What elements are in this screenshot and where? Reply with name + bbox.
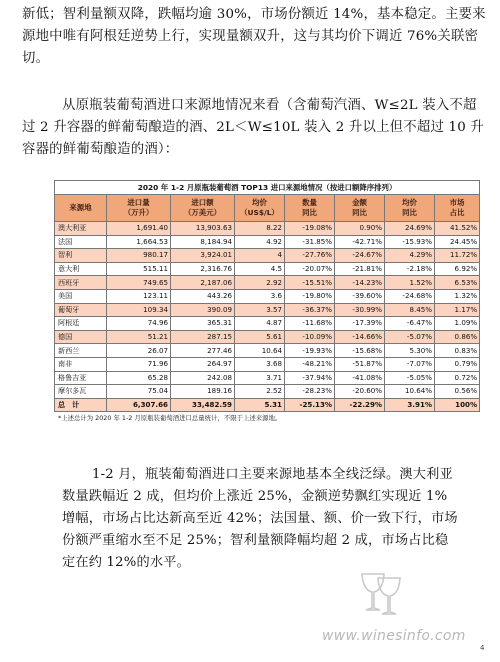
table-cell-value: 24.69% bbox=[385, 222, 435, 236]
table-cell-value: 8.22 bbox=[235, 222, 285, 236]
table-footnote: *上述总计为 2020 年 1-2 月原瓶装葡萄酒进口总量统计，不限于上述来源地。 bbox=[58, 414, 282, 423]
table-cell-value: 3.68 bbox=[235, 357, 285, 371]
table-cell-origin: 新西兰 bbox=[55, 344, 107, 358]
table-row bbox=[55, 317, 480, 331]
table-cell-value: -36.37% bbox=[285, 303, 335, 317]
table-cell-value: -15.68% bbox=[335, 344, 385, 358]
table-row bbox=[55, 289, 480, 303]
table-cell-value: 0.83% bbox=[435, 344, 480, 358]
table-total-label: 总 计 bbox=[55, 398, 107, 412]
table-cell-value: 4.29% bbox=[385, 249, 435, 263]
table-cell-value: -24.67% bbox=[335, 249, 385, 263]
table-cell-value: 3.6 bbox=[235, 289, 285, 303]
table-cell-value: 4.92 bbox=[235, 235, 285, 249]
paragraph-intro: 新低；智利量额双降，跌幅均逾 30%，市场份额近 14%，基本稳定。主要来源地中唯有阿根廷逆势上行，实现量额双升，这与其均价下调近 76%关联密切。 bbox=[22, 7, 486, 66]
table-cell-value: 8.45% bbox=[385, 303, 435, 317]
import-table-section bbox=[54, 180, 479, 422]
table-header-cell: 均价 同比 bbox=[385, 195, 435, 222]
table-row bbox=[55, 330, 480, 344]
table-cell-origin: 美国 bbox=[55, 289, 107, 303]
table-caption: 2020 年 1-2 月原瓶装葡萄酒 TOP13 进口来源地情况（按进口额降序排列） bbox=[55, 181, 480, 195]
table-cell-value: 8,184.94 bbox=[171, 235, 235, 249]
table-cell-value: 4 bbox=[235, 249, 285, 263]
table-cell-value: 0.56% bbox=[435, 385, 480, 399]
table-cell-value: 65.28 bbox=[107, 371, 171, 385]
table-cell-value: 123.11 bbox=[107, 289, 171, 303]
import-table bbox=[54, 180, 480, 412]
table-cell-value: -19.08% bbox=[285, 222, 335, 236]
table-cell-value: -10.09% bbox=[285, 330, 335, 344]
table-header-cell: 均价 （US$/L） bbox=[235, 195, 285, 222]
table-cell-value: -6.47% bbox=[385, 317, 435, 331]
table-cell-value: 0.90% bbox=[335, 222, 385, 236]
table-cell-value: 24.45% bbox=[435, 235, 480, 249]
table-cell-value: -48.21% bbox=[285, 357, 335, 371]
table-cell-value: -2.18% bbox=[385, 262, 435, 276]
table-cell-value: 3.71 bbox=[235, 371, 285, 385]
table-row bbox=[55, 276, 480, 290]
table-cell-value: -37.94% bbox=[285, 371, 335, 385]
table-cell-value: -39.60% bbox=[335, 289, 385, 303]
table-cell-value: 10.64 bbox=[235, 344, 285, 358]
table-cell-origin: 智利 bbox=[55, 249, 107, 263]
table-cell-value: 13,903.63 bbox=[171, 222, 235, 236]
table-cell-value: 6.53% bbox=[435, 276, 480, 290]
table-cell-value: -19.93% bbox=[285, 344, 335, 358]
table-cell-value: 4.5 bbox=[235, 262, 285, 276]
table-cell-value: -24.68% bbox=[385, 289, 435, 303]
table-cell-value: 749.65 bbox=[107, 276, 171, 290]
table-cell-value: 1,664.53 bbox=[107, 235, 171, 249]
table-header-row bbox=[55, 195, 480, 222]
table-cell-origin: 摩尔多瓦 bbox=[55, 385, 107, 399]
table-cell-value: 1,691.40 bbox=[107, 222, 171, 236]
table-row bbox=[55, 262, 480, 276]
table-cell-value: -20.60% bbox=[335, 385, 385, 399]
table-cell-value: 6.92% bbox=[435, 262, 480, 276]
table-cell-value: 75.04 bbox=[107, 385, 171, 399]
table-row bbox=[55, 249, 480, 263]
table-total-value: 3.91% bbox=[385, 398, 435, 412]
table-cell-value: -7.07% bbox=[385, 357, 435, 371]
table-cell-value: -42.71% bbox=[335, 235, 385, 249]
table-row bbox=[55, 303, 480, 317]
table-cell-value: 2.92 bbox=[235, 276, 285, 290]
table-cell-value: 264.97 bbox=[171, 357, 235, 371]
table-cell-value: 1.52% bbox=[385, 276, 435, 290]
table-cell-value: -30.99% bbox=[335, 303, 385, 317]
table-header-cell: 金额 同比 bbox=[335, 195, 385, 222]
table-total-value: 6,307.66 bbox=[107, 398, 171, 412]
table-cell-value: -41.08% bbox=[335, 371, 385, 385]
table-row bbox=[55, 235, 480, 249]
table-header-cell: 市场 占比 bbox=[435, 195, 480, 222]
table-caption-row bbox=[55, 181, 480, 195]
table-cell-value: 4.87 bbox=[235, 317, 285, 331]
table-cell-value: 3,924.01 bbox=[171, 249, 235, 263]
table-total-value: 5.31 bbox=[235, 398, 285, 412]
table-cell-value: -51.87% bbox=[335, 357, 385, 371]
table-cell-value: -5.05% bbox=[385, 371, 435, 385]
table-cell-value: -27.76% bbox=[285, 249, 335, 263]
table-cell-value: 3.57 bbox=[235, 303, 285, 317]
table-cell-value: -28.23% bbox=[285, 385, 335, 399]
table-cell-origin: 意大利 bbox=[55, 262, 107, 276]
table-total-value: 33,482.59 bbox=[171, 398, 235, 412]
table-cell-value: 443.26 bbox=[171, 289, 235, 303]
table-cell-value: 1.09% bbox=[435, 317, 480, 331]
table-cell-value: 5.61 bbox=[235, 330, 285, 344]
page-number: 4 bbox=[480, 644, 485, 652]
table-cell-value: 109.34 bbox=[107, 303, 171, 317]
table-cell-value: 2,316.76 bbox=[171, 262, 235, 276]
table-cell-value: 71.96 bbox=[107, 357, 171, 371]
table-header-cell: 进口量 （万升） bbox=[107, 195, 171, 222]
table-cell-value: 515.11 bbox=[107, 262, 171, 276]
table-cell-value: 74.96 bbox=[107, 317, 171, 331]
table-cell-value: -19.80% bbox=[285, 289, 335, 303]
table-cell-value: 277.46 bbox=[171, 344, 235, 358]
table-row bbox=[55, 344, 480, 358]
table-cell-value: -14.66% bbox=[335, 330, 385, 344]
table-cell-origin: 西班牙 bbox=[55, 276, 107, 290]
table-cell-origin: 德国 bbox=[55, 330, 107, 344]
table-cell-value: 287.15 bbox=[171, 330, 235, 344]
table-total-value: -25.13% bbox=[285, 398, 335, 412]
table-cell-value: 0.79% bbox=[435, 357, 480, 371]
table-cell-value: 242.08 bbox=[171, 371, 235, 385]
table-row bbox=[55, 357, 480, 371]
table-cell-origin: 阿根廷 bbox=[55, 317, 107, 331]
table-cell-value: 26.07 bbox=[107, 344, 171, 358]
table-header-cell: 数量 同比 bbox=[285, 195, 335, 222]
watermark-url: www.winesinfo.com bbox=[322, 628, 466, 644]
table-cell-origin: 格鲁吉亚 bbox=[55, 371, 107, 385]
table-cell-value: -15.51% bbox=[285, 276, 335, 290]
table-cell-value: 980.17 bbox=[107, 249, 171, 263]
table-row bbox=[55, 222, 480, 236]
table-cell-value: -21.81% bbox=[335, 262, 385, 276]
table-cell-origin: 澳大利亚 bbox=[55, 222, 107, 236]
table-cell-value: 390.09 bbox=[171, 303, 235, 317]
paragraph-summary: 1-2 月，瓶装葡萄酒进口主要来源地基本全线泛绿。澳大利亚数量跌幅近 2 成，但均价上涨近 25%，金额逆势飘红实现近 1%增幅，市场占比达新高至近 42%；法国量、额、价一致下行，市场份额严重缩水至不足 25%；智利量额降幅均超 2 成，市场占比稳定在约 12%的水平。 bbox=[62, 467, 458, 570]
table-cell-value: -15.93% bbox=[385, 235, 435, 249]
table-cell-value: 41.52% bbox=[435, 222, 480, 236]
table-cell-value: -17.39% bbox=[335, 317, 385, 331]
table-cell-value: -14.23% bbox=[335, 276, 385, 290]
wine-glass-logo-icon bbox=[356, 568, 406, 620]
table-cell-value: 10.64% bbox=[385, 385, 435, 399]
table-cell-value: 1.32% bbox=[435, 289, 480, 303]
table-row bbox=[55, 385, 480, 399]
table-cell-origin: 葡萄牙 bbox=[55, 303, 107, 317]
table-cell-value: 5.30% bbox=[385, 344, 435, 358]
table-total-value: 100% bbox=[435, 398, 480, 412]
paragraph-source-description: 从原瓶装葡萄酒进口来源地情况来看（含葡萄汽酒、W≤2L 装入不超过 2 升容器的鲜葡萄酿造的酒、2L＜W≤10L 装入 2 升以上但不超过 10 升容器的鲜葡萄酿造的酒）： bbox=[22, 98, 484, 157]
table-header-cell: 来源地 bbox=[55, 195, 107, 222]
table-cell-value: -5.07% bbox=[385, 330, 435, 344]
table-cell-origin: 南非 bbox=[55, 357, 107, 371]
table-row bbox=[55, 371, 480, 385]
table-cell-value: -31.85% bbox=[285, 235, 335, 249]
table-cell-value: 51.21 bbox=[107, 330, 171, 344]
table-total-value: -22.29% bbox=[335, 398, 385, 412]
table-cell-value: 2,187.06 bbox=[171, 276, 235, 290]
table-cell-value: 189.16 bbox=[171, 385, 235, 399]
table-header-cell: 进口额 （万美元） bbox=[171, 195, 235, 222]
table-cell-value: -11.68% bbox=[285, 317, 335, 331]
table-cell-value: -20.07% bbox=[285, 262, 335, 276]
table-cell-value: 11.72% bbox=[435, 249, 480, 263]
table-cell-value: 0.72% bbox=[435, 371, 480, 385]
table-cell-value: 2.52 bbox=[235, 385, 285, 399]
table-cell-value: 0.86% bbox=[435, 330, 480, 344]
table-cell-value: 365.31 bbox=[171, 317, 235, 331]
table-cell-value: 1.17% bbox=[435, 303, 480, 317]
table-total-row bbox=[55, 398, 480, 412]
table-cell-origin: 法国 bbox=[55, 235, 107, 249]
